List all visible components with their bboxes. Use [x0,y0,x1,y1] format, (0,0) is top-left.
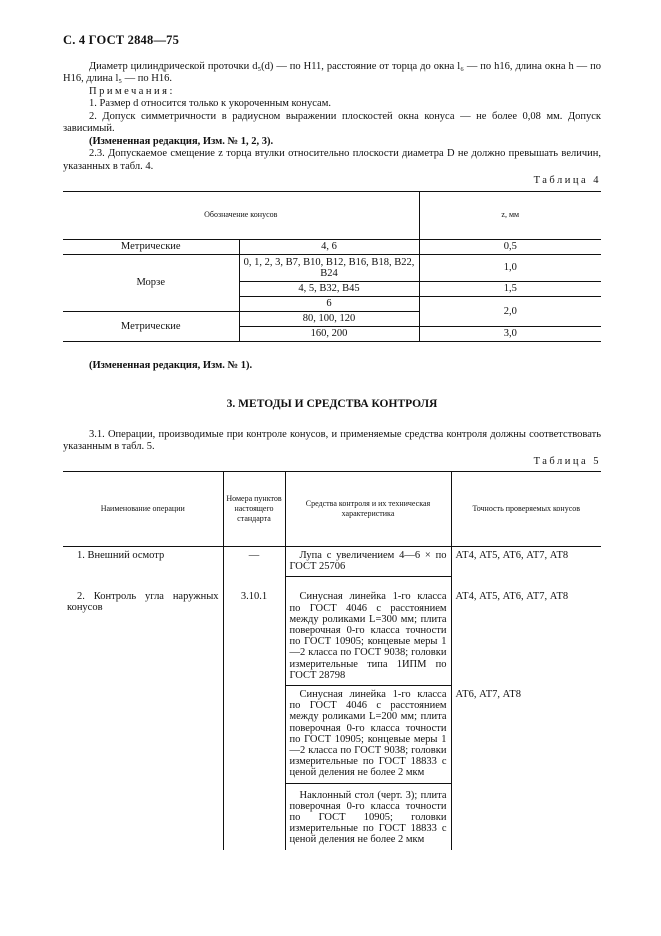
t4-header-designation: Обозначение конусов [63,191,419,239]
t5-op-2 [63,577,223,850]
t5-op-2-text: 2. Контроль угла наружных конусов [67,590,219,614]
t5-means-1-text: Лупа с увеличением 4—6 × по ГОСТ 25706 [289,550,447,573]
section-3-title: 3. МЕТОДЫ И СРЕДСТВА КОНТРОЛЯ [226,398,438,410]
t5-acc-1: АТ4, АТ5, АТ6, АТ7, АТ8 [455,550,569,561]
t4-cell: 80, 100, 120 [239,311,419,326]
t4-value: 1,5 [419,281,601,296]
t4-header-z: z, мм [419,191,601,239]
t4-value: 0,5 [419,239,601,254]
t5-header-operation: Наименование операции [63,472,223,547]
t4-cell: 4, 5, B32, B45 [239,281,419,296]
document-page [63,34,601,850]
note-2: 2. Допуск симметричности в радиусном выражении плоскостей окна конуса — не более 0,08 мм. Допуск зависимый. [63,110,601,134]
t5-item-1: — [223,547,285,577]
t5-acc-2a: АТ4, АТ5, АТ6, АТ7, АТ8 [455,590,569,602]
table4-caption: Таблица 4 [533,175,601,186]
t5-op-1 [63,547,223,577]
t5-means-1 [285,547,451,577]
t4-value: 2,0 [419,296,601,326]
amendment-note-2: (Измененная редакция, Изм. № 1). [89,359,253,371]
t5-header-accuracy: Точность проверяемых конусов [451,472,601,547]
t4-morse-label: Морзе [63,254,239,311]
t5-header-means: Средства контроля и их техническая характеристика [285,472,451,547]
t5-means-2c [285,783,451,850]
note-1: 1. Размер d относится только к укороченным конусам. [89,98,331,109]
table-4 [63,191,601,342]
intro-paragraph: Диаметр цилиндрической проточки d₅(d) — по H11, расстояние от торца до окна l₆ — по h16, длина окна h — по H16, длина l₅ — по H16. [63,60,601,84]
t4-cell: 6 [239,296,419,311]
page-header: С. 4 ГОСТ 2848—75 [63,33,180,47]
paragraph-2-3: 2.3. Допускаемое смещение z торца втулки относительно плоскости диаметра D не должно превышать величин, указанных в табл. 4. [63,148,601,172]
t5-means-2b [285,686,451,784]
t4-cell: 4, 6 [239,239,419,254]
t5-item-2: 3.10.1 [223,577,285,850]
t5-op-1-text: 1. Внешний осмотр [77,550,165,561]
t5-header-items: Номера пунктов настоящего стандарта [223,472,285,547]
t5-acc-2b: АТ6, АТ7, АТ8 [455,688,521,700]
t4-cell: 160, 200 [239,326,419,341]
t5-means-2c-text: Наклонный стол (черт. 3); плита поверочная 0-го класса точности по ГОСТ 10905; головки измерительные по ГОСТ 18833 с ценой деления не более 2 мкм [289,789,447,846]
t4-metric-label: Метрические [63,239,239,254]
t5-means-2a [285,577,451,686]
notes-label: Примечания: [89,85,175,97]
t5-means-2b-text: Синусная линейка 1-го класса по ГОСТ 4046 с расстоянием между роликами L=200 мм; плита поверочная 0-го класса точности по ГОСТ 10905; концевые меры 1—2 класса по ГОСТ 9038; головки измерительные по ГОСТ 18833 с ценой деления не более 2 мкм [289,689,447,779]
table-5 [63,471,601,850]
paragraph-3-1: 3.1. Операции, производимые при контроле конусов, и применяемые средства контроля должны соответствовать указанным в табл. 5. [63,428,601,452]
t4-metric-label-2: Метрические [63,311,239,341]
t4-value: 1,0 [419,254,601,281]
t5-acc-2c [451,783,601,850]
t5-means-2a-text: Синусная линейка 1-го класса по ГОСТ 4046 с расстоянием между роликами L=300 мм; плита поверочная 0-го класса точности по ГОСТ 10905; концевые меры 1—2 класса по ГОСТ 9038; головки измерительные типа 1ИПМ по ГОСТ 28798 [289,591,447,681]
t4-value: 3,0 [503,328,517,339]
amendment-note-1: (Измененная редакция, Изм. № 1, 2, 3). [89,135,274,147]
t4-cell: 0, 1, 2, 3, B7, B10, B12, B16, B18, B22, B24 [239,254,419,281]
table5-caption: Таблица 5 [533,455,601,467]
